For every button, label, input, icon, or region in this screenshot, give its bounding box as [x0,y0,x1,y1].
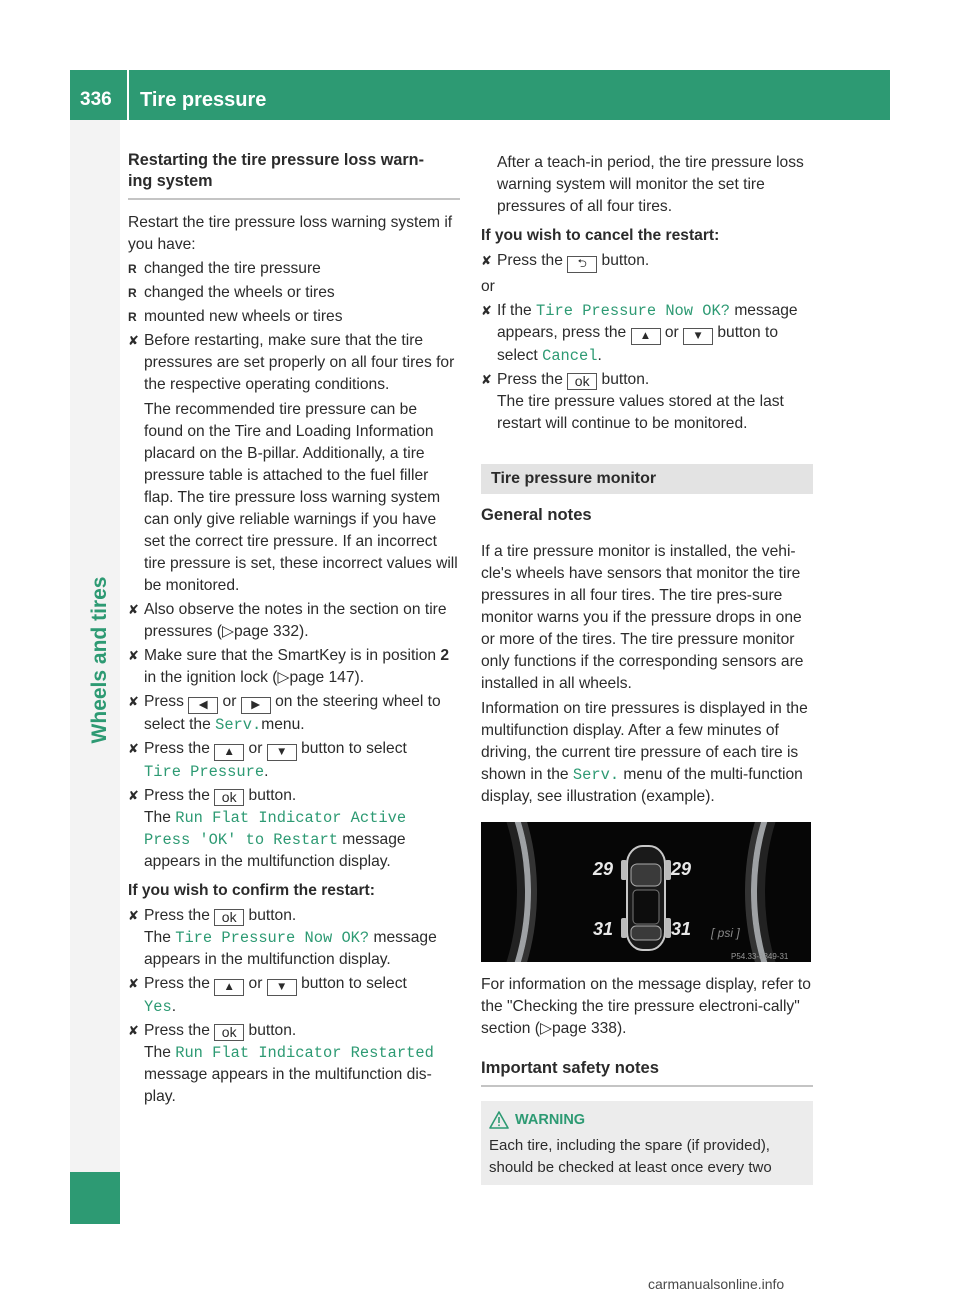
down-key-icon: ▼ [267,979,297,996]
image-code: P54.33-3349-31 [731,952,789,961]
note-text: The recommended tire pressure can be found on the Tire and Loading Information placard on the B-pillar. Additionally, a tire pressure table is attached to the fuel filler flap. The tire pressure loss warning system can only give reliable warnings if you have set the correct tire pressure. If an incorrect tire pressure is set, these incorrect values will be monitored. [144,401,458,594]
continued-text: After a teach-in period, the tire pressure loss warning system will monitor the set tire pressures of all four tires. [497,154,804,215]
ok-key-icon: ok [214,789,244,806]
step-item: ✘ If the Tire Pressure Now OK? message appears, press the ▲ or ▼ button to select Cancel. [481,302,798,365]
or-text: or [481,278,495,295]
page-title: Tire pressure [140,89,267,111]
info-text: Information on tire pressures is displayed in the multifunction display. After a few minutes of driving, the current tire pressure of each tire is shown in the Serv. menu of the multi-function display, see illustration (example). [481,700,808,805]
step-arrow-icon: ✘ [128,1023,139,1038]
page-ref-icon: ▷ [222,623,234,640]
left-column [128,150,460,1110]
up-key-icon: ▲ [214,744,244,761]
bullet-icon: R [128,262,137,276]
step-arrow-icon: ✘ [128,648,139,663]
car-top-view-icon [621,842,671,954]
watermark: carmanualsonline.info [648,1276,785,1292]
tachometer-ring [751,822,811,962]
message-display-text: For information on the message display, refer to the "Checking the tire pressure electroni-cally" section (▷page 338). [481,976,811,1037]
step-arrow-icon: ✘ [481,303,492,318]
step-item: ✘ Press the ok button. The Tire Pressure Now OK? message appears in the multifunction display. [128,905,460,971]
step-item: ✘ Press the ok button. The tire pressure values stored at the last restart will continue to be monitored. [481,369,813,435]
tire-pressure-rear-right: 31 [671,919,692,939]
side-tab-label: Wheels and tires [88,576,111,744]
step-item: ✘ Press ◀ or ▶ on the steering wheel to select the Serv.menu. [128,693,441,734]
warning-title: WARNING [489,1109,805,1131]
step-arrow-icon: ✘ [128,788,139,803]
tire-pressure-rear-left: 31 [593,919,614,939]
down-key-icon: ▼ [683,328,713,345]
warning-text: Each tire, including the spare (if provided), should be checked at least once every two [489,1137,772,1176]
step-item: ✘ Press the ▲ or ▼ button to select Tire Pressure. [128,740,407,781]
safety-heading: Important safety notes [481,1057,813,1087]
instrument-cluster-image [481,822,811,962]
back-key-icon: ⮌ [567,256,597,273]
confirm-heading: If you wish to confirm the restart: [128,882,375,899]
step-item: ✘ Press the ▲ or ▼ button to select Yes. [128,975,407,1016]
tire-pressure-front-left: 29 [593,859,614,879]
page-ref-icon: ▷ [539,1020,552,1037]
ok-key-icon: ok [214,1024,244,1041]
list-item: R changed the wheels or tires [128,282,460,304]
intro-text: Restart the tire pressure loss warning system if you have: [128,214,453,253]
section-heading: Restarting the tire pressure loss warn- ing system [128,150,460,200]
list-item: R mounted new wheels or tires [128,306,460,328]
monitor-heading: Tire pressure monitor [481,464,813,494]
step-arrow-icon: ✘ [128,976,139,991]
step-arrow-icon: ✘ [128,694,139,709]
left-key-icon: ◀ [188,697,218,714]
side-block [70,1172,120,1224]
step-item: ✘ Also observe the notes in the section on tire pressures (▷page 332). [128,599,460,643]
bullet-icon: R [128,286,137,300]
step-item: ✘ Press the ok button. The Run Flat Indicator Active Press 'OK' to Restart message appears in the multifunction display. [128,785,460,873]
right-key-icon: ▶ [241,697,271,714]
speedometer-ring [481,822,531,962]
up-key-icon: ▲ [214,979,244,996]
warning-box [481,1101,813,1185]
step-item: ✘ Before restarting, make sure that the tire pressures are set properly on all four tires for the respective operating conditions. [128,330,460,396]
step-arrow-icon: ✘ [128,333,139,348]
step-arrow-icon: ✘ [128,908,139,923]
list-item: R changed the tire pressure [128,258,460,280]
step-item: ✘ Press the ⮌ button. [481,250,813,273]
cancel-heading: If you wish to cancel the restart: [481,227,720,244]
ok-key-icon: ok [567,373,597,390]
right-column [481,150,813,1185]
general-notes-heading: General notes [481,505,592,524]
down-key-icon: ▼ [267,744,297,761]
header-divider [127,70,129,120]
pressure-unit: [ psi ] [711,926,740,940]
bullet-icon: R [128,310,137,324]
step-item: ✘ Make sure that the SmartKey is in position 2 in the ignition lock (▷page 147). [128,645,460,689]
page-number: 336 [80,89,112,110]
warning-triangle-icon [489,1111,509,1129]
step-arrow-icon: ✘ [128,741,139,756]
side-tab [80,560,120,760]
step-arrow-icon: ✘ [481,253,492,268]
page-ref-icon: ▷ [277,669,290,686]
ok-key-icon: ok [214,909,244,926]
step-item: ✘ Press the ok button. The Run Flat Indicator Restarted message appears in the multifunction dis-play. [128,1020,460,1108]
up-key-icon: ▲ [631,328,661,345]
tire-pressure-front-right: 29 [671,859,692,879]
general-notes-text: If a tire pressure monitor is installed, the vehi-cle's wheels have sensors that monitor the tire pressures in all four tires. The tire pres-sure monitor warns you if the pressure drops in one or more of the tires. The tire pressure monitor only functions if the corresponding sensors are installed in all wheels. [481,543,804,692]
step-arrow-icon: ✘ [128,602,139,617]
step-arrow-icon: ✘ [481,372,492,387]
